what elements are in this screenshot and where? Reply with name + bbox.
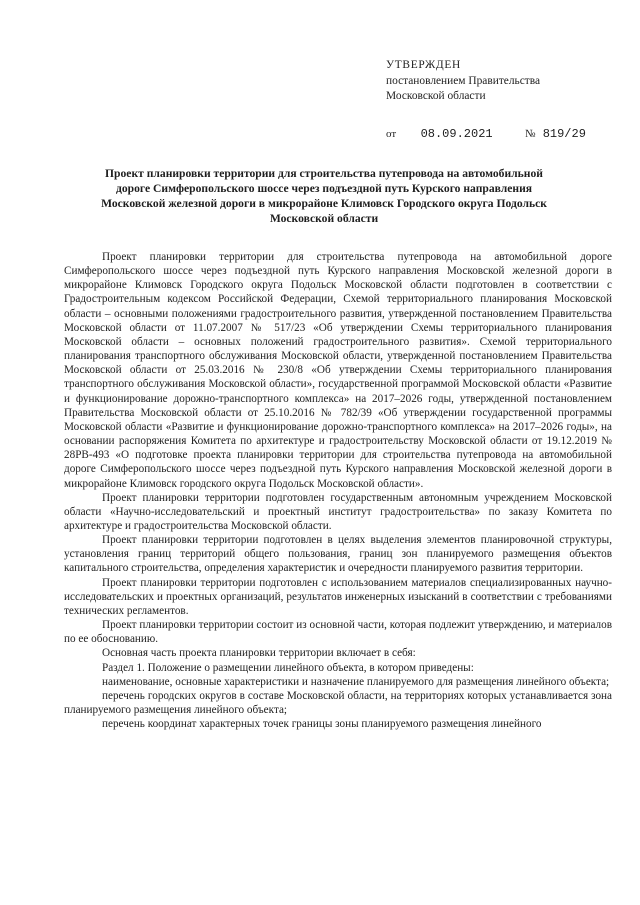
document-title	[64, 166, 584, 226]
decree-prefix: от	[386, 128, 397, 140]
approval-stamp	[386, 58, 616, 105]
paragraph: перечень городских округов в составе Московской области, на территориях которых устанавливается зона планируемого размещения линейного объекта;	[64, 689, 612, 716]
paragraph: Проект планировки территории подготовлен в целях выделения элементов планировочной структуры, установления границ территорий общего пользования, границ зон планируемого размещения объектов капитального строительства, определения характеристик и очередности планируемого развития территории.	[64, 534, 612, 575]
approval-line-1: постановлением Правительства	[386, 74, 541, 87]
paragraph: Проект планировки территории подготовлен государственным автономным учреждением Московской области «Научно-исследовательский и проектный институт градостроительства» по заказу Комитета по архитектуре и градостроительства Московской области.	[64, 491, 612, 532]
title-line: Московской области	[269, 212, 379, 225]
paragraph: Проект планировки территории состоит из основной части, которая подлежит утверждению, и материалов по ее обоснованию.	[64, 619, 612, 646]
paragraph: Основная часть проекта планировки территории включает в себя:	[102, 647, 416, 660]
decree-date-number	[386, 127, 616, 141]
paragraph: наименование, основные характеристики и назначение планируемого для размещения линейного объекта;	[102, 675, 610, 688]
decree-number: 819/29	[542, 127, 586, 141]
approval-line-2: Московской области	[386, 90, 486, 102]
paragraph: перечень координат характерных точек границы зоны планируемого размещения линейного	[102, 718, 542, 731]
paragraph: Проект планировки территории для строительства путепровода на автомобильной дороге Симферопольского шоссе через подъездной путь Курского направления Московской железной дороги в микрорайоне Климовск Городского округа Подольск Московской области подготовлен в соответствии с Градостроительным кодексом Российской Федерации, Схемой территориального планирования Московской области – основными положениями градостроительного развития, утвержденной постановлением Правительства Московской области от 11.07.2007 № 517/23 «Об утверждении Схемы территориального планирования Московской области – основных положений градостроительного развития». Схемой территориального планирования транспортного обслуживания Московской области, утвержденной постановлением Правительства Московской области от 25.03.2016 № 230/8 «Об утверждении Схемы территориального планирования транспортного обслуживания Московской области», государственной программой Московской области «Развитие и функционирование дорожно-транспортного комплекса» на 2017–2026 годы, утвержденной постановлением Правительства Московской области от 25.10.2016 № 782/39 «Об утверждении государственной программы Московской области «Развитие и функционирование дорожно-транспортного комплекса» на 2017–2026 годы», на основании распоряжения Комитета по архитектуре и градостроительству Московской области от 19.12.2019 № 28РВ-493 «О подготовке проекта планировки территории для строительства путепровода на автомобильной дороге Симферопольского шоссе через подъездной путь Курского направления Московской железной дороги в микрорайоне Климовск городского округа Подольск Московской области».	[64, 251, 612, 490]
document-body	[64, 250, 612, 731]
paragraph: Проект планировки территории подготовлен с использованием материалов специализированных научно-исследовательских и проектных организаций, результатов инженерных изысканий в соответствии с требованиями технических регламентов.	[64, 576, 612, 617]
approval-heading: УТВЕРЖДЕН	[386, 59, 461, 71]
title-line: дороге Симферопольского шоссе через подъездной путь Курского направления	[115, 182, 533, 195]
decree-number-sign: №	[525, 128, 536, 140]
title-line: Проект планировки территории для строительства путепровода на автомобильной	[105, 167, 543, 180]
paragraph: Раздел 1. Положение о размещении линейного объекта, в котором приведены:	[102, 661, 474, 674]
title-line: Московской железной дороги в микрорайоне Климовск Городского округа Подольск	[101, 197, 547, 210]
decree-date: 08.09.2021	[420, 127, 493, 141]
